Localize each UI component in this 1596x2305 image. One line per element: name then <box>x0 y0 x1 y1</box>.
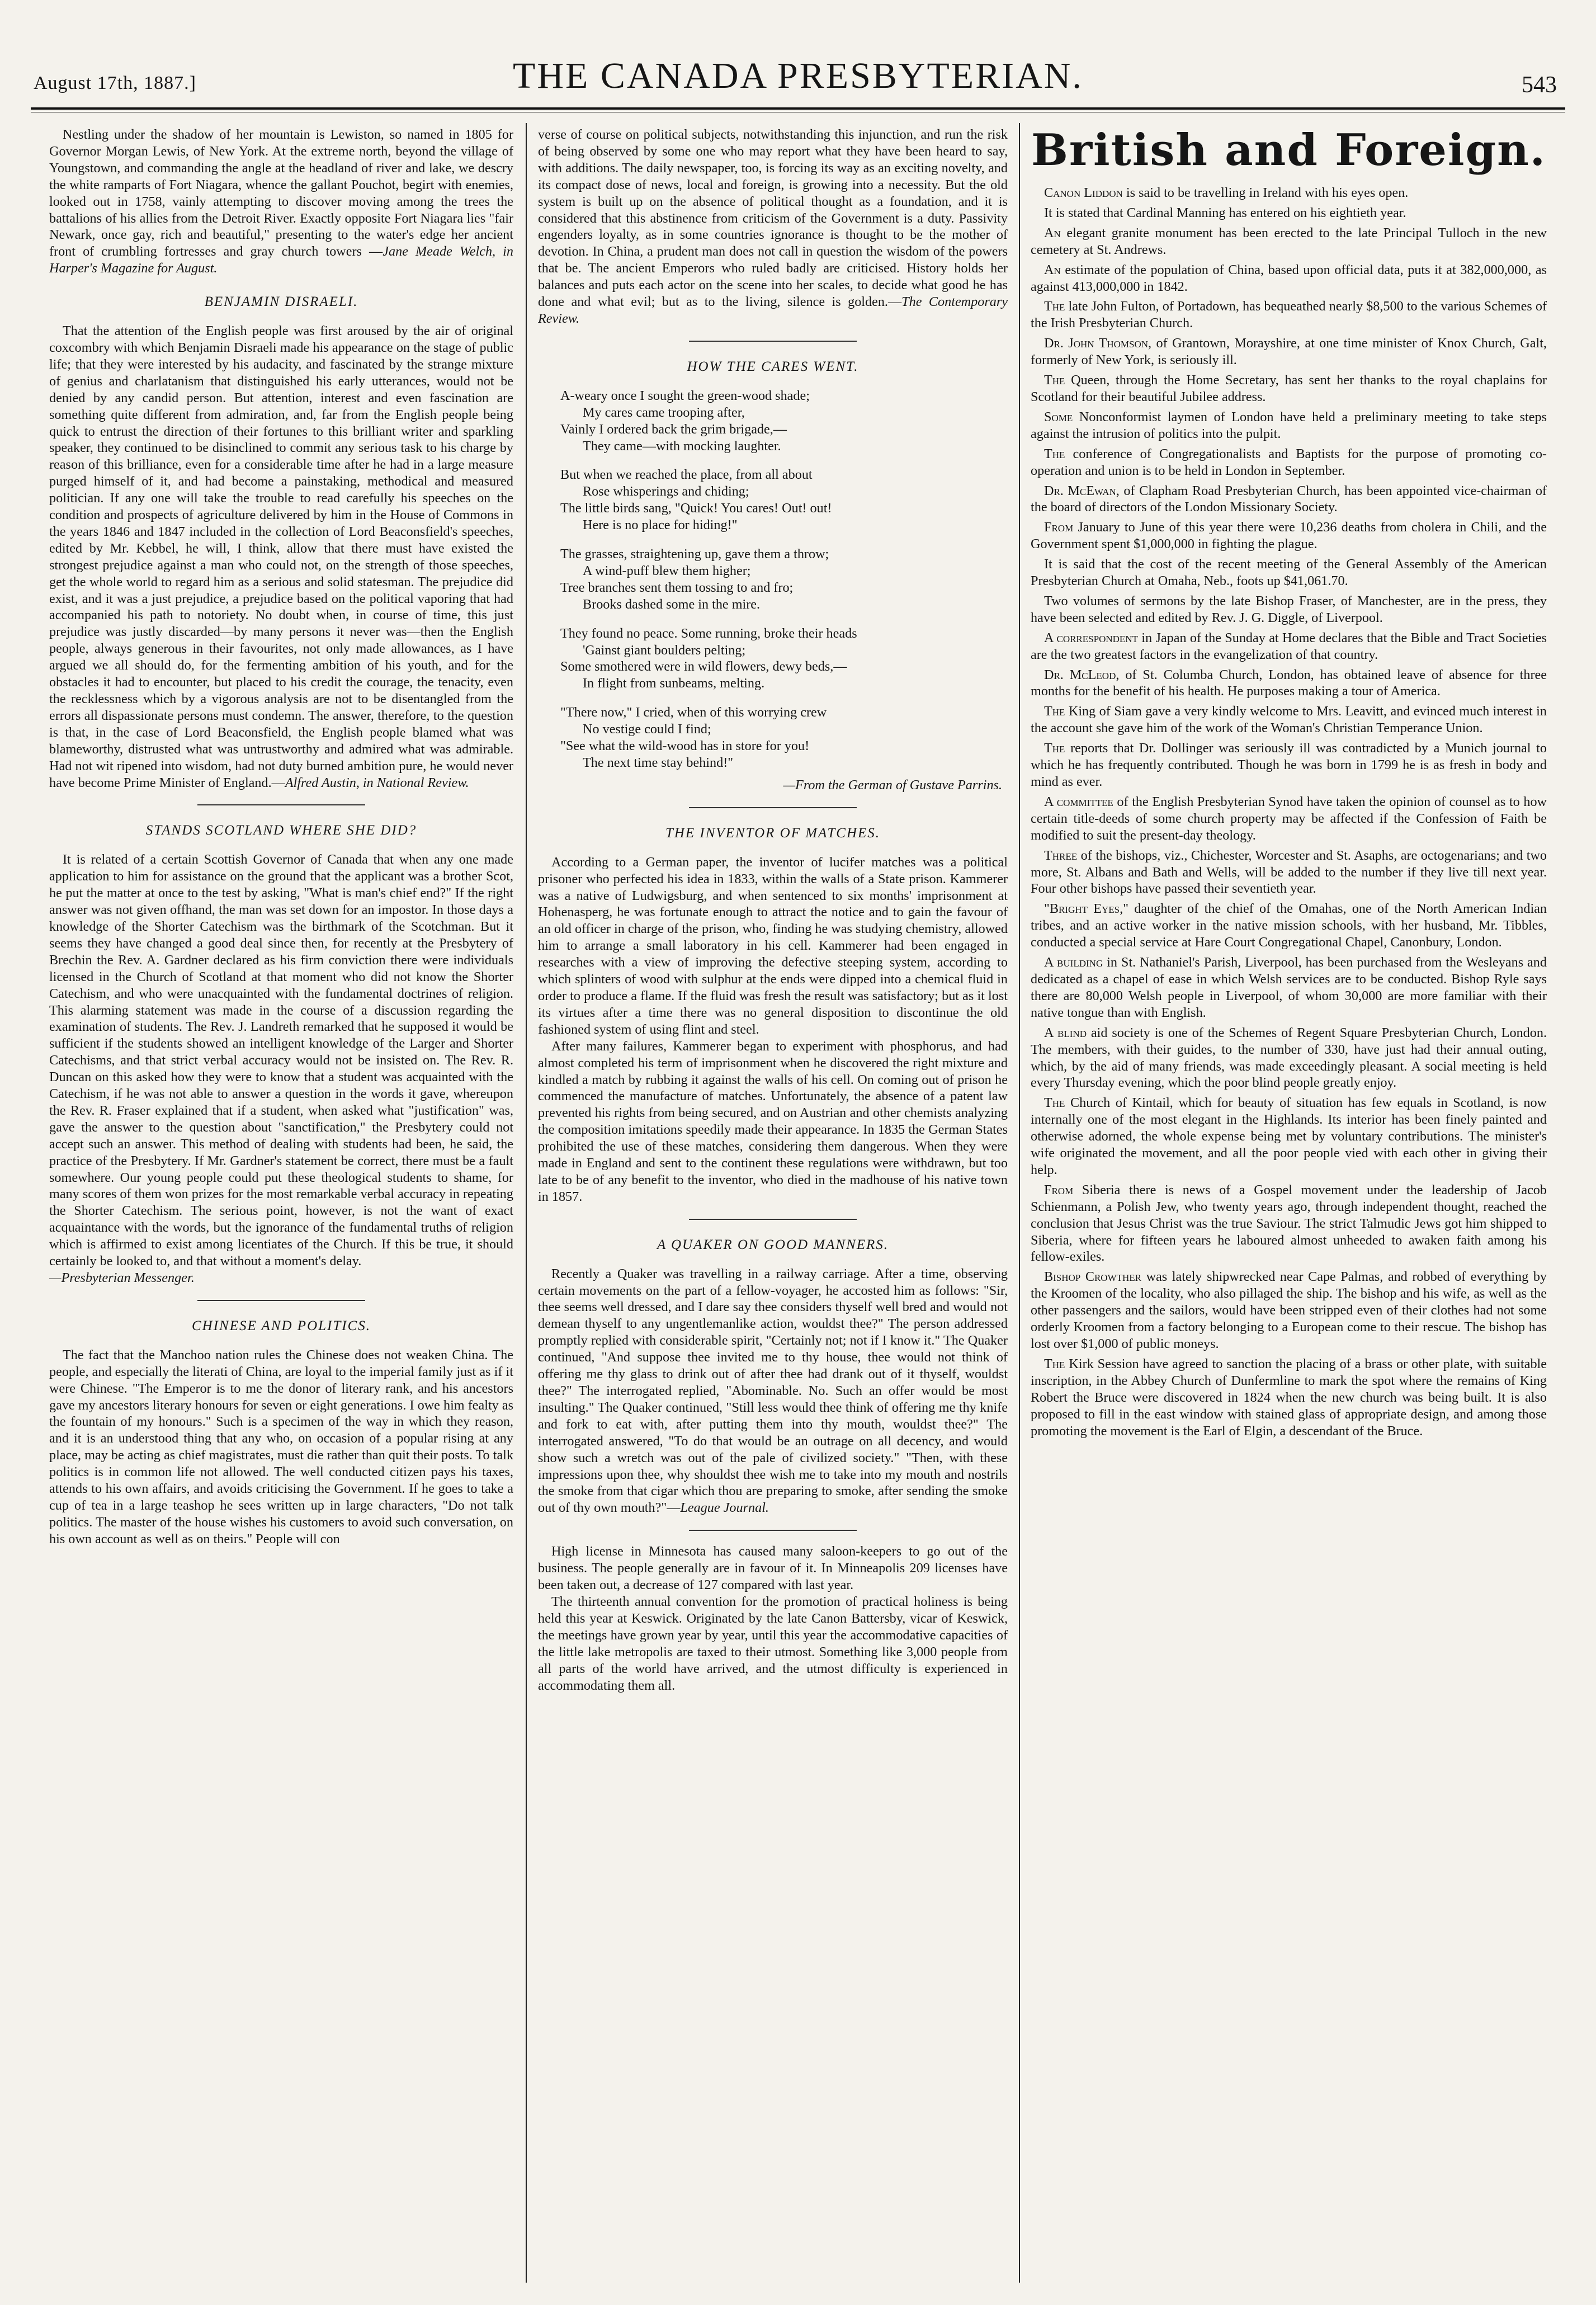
news-item <box>1031 556 1547 590</box>
news-item-text: in Japan of the Sunday at Home declares that the Bible and Tract Societies are the two greatest factors in the evangelization of that country. <box>1031 630 1547 662</box>
article-matches: After many failures, Kammerer began to experiment with phosphorus, and had almost completed his term of imprisonment when he discovered the right mixture and kindled a match by rubbing it against the walls of his cell. On coming out of prison he commenced the manufacture of matches. Unfortunately, the absence of a patent law prevented his rights from being secured, and on Austrian and other chemists analyzing the composition imitations speedily made their appearance. In 1835 the German States prohibited the use of these matches, considering them dangerous. When they were made in England and sent to the continent these regulations were withdrawn, but too late to be of any benefit to the inventor, who died in the madhouse of his native town in 1857. <box>538 1038 1008 1204</box>
poem-line: Rose whisperings and chiding; <box>583 484 749 499</box>
news-item-lead: "Bright Eyes," <box>1044 901 1129 917</box>
news-item-text: elegant granite monument has been erected to the late Principal Tulloch in the new cemetery at St. Andrews. <box>1031 225 1547 257</box>
news-item-lead: The <box>1044 373 1065 388</box>
news-item <box>1031 446 1547 479</box>
poem-line: Some smothered were in wild flowers, dewy beds,— <box>560 659 847 675</box>
column-2 <box>538 126 1008 2283</box>
news-items <box>1031 185 1547 1439</box>
news-item-text: estimate of the population of China, based upon official data, puts it at 382,000,000, as against 413,000,000 in 1842. <box>1031 262 1547 294</box>
news-item-text: Kirk Session have agreed to sanction the placing of a brass or other plate, with suitable inscription, in the Abbey Church of Dunfermline to mark the spot where the remains of King Robert the Bruce were discovered in 1824 when the new church was being built. It is also proposed to fill in the east window with stained glass of appropriate design, and among those promoting the movement is the Earl of Elgin, a descendant of the Bruce. <box>1031 1356 1547 1439</box>
news-item-text: Two volumes of sermons by the late Bishop Fraser, of Manchester, are in the press, they have been selected and edited by Rev. J. G. Diggle, of Liverpool. <box>1031 593 1547 625</box>
news-item-text: of Grantown, Morayshire, at one time minister of Knox Church, Galt, formerly of New York, is seriously ill. <box>1031 336 1547 368</box>
poem-line: 'Gainst giant boulders pelting; <box>583 642 746 658</box>
news-item-text: in St. Nathaniel's Parish, Liverpool, has been purchased from the Wesleyans and dedicated as a chapel of ease in which Welsh services are to be conducted. Bishop Ryle says there are 80,000 Welsh people in Liverpool, of whom 30,000 are more familiar with their native tongue than with English. <box>1031 955 1547 1020</box>
article-body: It is related of a certain Scottish Governor of Canada that when any one made application to him for assistance on the ground that the applicant was a brother Scot, he put the matter at once to the test by asking, "What is man's chief end?" If the right answer was not given offhand, the man was set down for an impostor. In those days a knowledge of the Shorter Catechism was the birthmark of the Scotchman. But it seems they have changed a good deal since then, for recently at the Presbytery of Brechin the Rev. A. Gardner declared as his firm conviction there were individuals licensed in the Church of Scotland at that moment who did not know the Shorter Catechism, and who were unacquainted with the fundamental doctrines of religion. This alarming statement was made in the course of a discussion regarding the examination of students. The Rev. J. Landreth remarked that he supposed it would be sufficient if the students showed an intelligent knowledge of the Larger and Shorter Catechisms, and that strict verbal accuracy would not be insisted on. The Rev. R. Duncan on this asked how they were to know that a student was acquainted with the Catechism, if he was not able to answer a question in the words it gave, whereupon the Rev. R. Fraser explained that if a student, when asked what "justification" was, gave the answer to the question about "sanctification," the Presbytery could not accept such an answer. This method of dealing with students had been, he said, the practice of the Presbytery. If Mr. Gardner's statement be correct, there must be a fault somewhere. Our young people could put these theological students to shame, for many scores of them won prizes for the most remarkable verbal accuracy in repeating the Shorter Catechism. The serious point, however, is not the want of exact acquaintance with the words, but the ignorance of the fundamental truths of religion which is affirmed to exist among licentiates of the Church. If this be true, it should certainly be looked to, and that without a moment's delay. <box>49 852 513 1269</box>
news-item-lead: Bishop Crowther <box>1044 1269 1142 1285</box>
poem-line: Tree branches sent them tossing to and fro; <box>560 579 794 595</box>
page-header <box>0 0 1596 112</box>
news-item <box>1031 298 1547 332</box>
news-item-text: King of Siam gave a very kindly welcome to Mrs. Leavitt, and evinced much interest in the account she gave him of the work of the Woman's Christian Temperance Union. <box>1031 704 1547 736</box>
news-item-text: Queen, through the Home Secretary, has sent her thanks to the royal chaplains for Scotland for their beautiful Jubilee address. <box>1031 373 1547 404</box>
news-item <box>1031 667 1547 700</box>
news-item-lead: Some <box>1044 409 1073 425</box>
news-item <box>1031 954 1547 1021</box>
news-item-lead: The <box>1044 1356 1065 1371</box>
poem-line: They found no peace. Some running, broke their heads <box>560 625 857 641</box>
news-item-text: It is said that the cost of the recent meeting of the General Assembly of the American Presbyterian Church at Omaha, Neb., foots up $41,061.70. <box>1031 557 1547 589</box>
news-item-lead: A committee <box>1044 794 1113 809</box>
article-body: That the attention of the English people was first aroused by the air of original coxcombry with which Benjamin Disraeli made his appearance on the stage of public life; that they were interested by his audacity, and fascinated by the strange mixture of genius and charlatanism that distinguished his early utterances, would not be denied by any candid person. But attention, interest and even fascination are something quite different from admiration, and, far from the English people being quick to entrust the direction of their fortunes to this brilliant writer and sparkling speaker, they continued to be disinclined to commit any serious task to his charge by reason of this brilliance, even for a considerable time after he had in a large measure purged himself of it, and had become a painstaking, methodical and measured politician. If any one will take the trouble to read carefully his speeches on the condition and prospects of agriculture delivered by him in the House of Commons in the years 1846 and 1847 included in the collection of Lord Beaconsfield's speeches, edited by Mr. Kebbel, he will, I think, allow that there must have existed the strongest prejudice against a man who could not, on the strength of those speeches, get the whole world to regard him as a serious and solid statesman. The prejudice did exist, and it was a just prejudice, a prejudice based on the political vaporing that had accompanied his path to notoriety. No doubt when, in course of time, this just prejudice was justly discarded—by many persons it never was—then the English people, always generous in their favourites, not only made allowances, as I have argued we all should do, for the fermenting ambition of his youth, and for the obstacles it had to encounter, but placed to his credit the courage, the tenacity, even the recklessness which by a vigorous analysis are not to be disentangled from the errors all dispassionate persons must condemn. The answer, therefore, to the question is that, in the case of Lord Beaconsfield, the English people blamed what was blameworthy, distrusted what was untrustworthy and admired what was admirable. Had not wit ripened into wisdom, had not duty burned ambition pure, he would never have become Prime Minister of England.— <box>49 323 513 790</box>
article-chinese-continued <box>538 126 1008 327</box>
news-item <box>1031 740 1547 790</box>
poem-line: They came—with mocking laughter. <box>583 438 781 454</box>
article-scotland <box>49 851 513 1270</box>
section-heading: British and Foreign. <box>1031 126 1546 176</box>
poem-line: Brooks dashed some in the mire. <box>583 596 761 612</box>
news-item-lead: From <box>1044 520 1074 535</box>
news-item <box>1031 483 1547 516</box>
news-item-text: was lately shipwrecked near Cape Palmas, and robbed of everything by the Kroomen of the locality, who also pillaged the ship. The bishop and his wife, as well as the other passengers and the sailors, would have been stripped even of their clothes had not some orderly Kroomen from a factory belonging to a European come to their rescue. The bishop has lost over $1,000 of public moneys. <box>1031 1269 1547 1351</box>
poem-source: —From the German of Gustave Parrins. <box>783 777 1002 793</box>
news-item-text: It is stated that Cardinal Manning has entered on his eightieth year. <box>1044 205 1406 220</box>
column-3 <box>1031 126 1547 2283</box>
article-heading: BENJAMIN DISRAELI. <box>204 294 358 310</box>
poem-line: No vestige could I find; <box>583 722 711 737</box>
section-separator <box>689 1530 857 1531</box>
news-item-lead: The <box>1044 299 1065 314</box>
news-item-text: January to June of this year there were 10,236 deaths from cholera in Chili, and the Government spent $1,000,000 in fighting the plague. <box>1031 520 1547 552</box>
column-divider <box>526 123 527 2283</box>
page-number: 543 <box>1522 72 1557 98</box>
news-item-lead: An <box>1044 262 1061 277</box>
news-item <box>1031 1182 1547 1266</box>
news-item-lead: Dr. McLeod, <box>1044 667 1120 682</box>
article-body: verse of course on political subjects, notwithstanding this injunction, and run the risk of being observed by some one who may report what they have been heard to say, with additions. The daily newspaper, too, is forcing its way as an exciting novelty, and its compact dose of news, local and foreign, is growing into a necessity. But the old system is built up on the absence of political thought as a foundation, and it is considered that this abstinence from criticism of the Government is a duty. Passivity engenders loyalty, as in some countries ignorance is thought to be the mother of devotion. In China, a prudent man does not call in question the wisdom of the powers that be. The ancient Emperors who ruled badly are criticised. History holds her balances and puts each actor on the scene into her scales, to decide what good he has done and what evil; but as to the living, silence is golden.— <box>538 127 1008 310</box>
news-item <box>1031 262 1547 295</box>
poem-line: The grasses, straightening up, gave them a throw; <box>560 546 829 562</box>
poem-line: Here is no place for hiding!" <box>583 517 738 533</box>
news-item-text: of St. Columba Church, London, has obtained leave of absence for three months for the benefit of his health. He purposes making a tour of America. <box>1031 667 1547 699</box>
news-item-text: Church of Kintail, which for beauty of situation has few equals in Scotland, is now internally one of the most elegant in the Highlands. Its interior has been finely painted and otherwise adorned, the whole expense being met by voluntary contributions. The minister's wife originated the movement, and all the poor people vied with each other in giving their help. <box>1031 1095 1547 1177</box>
news-item <box>1031 901 1547 951</box>
news-item-text: is said to be travelling in Ireland with his eyes open. <box>1122 185 1409 200</box>
article-source: The Contemporary Review. <box>538 294 1008 326</box>
news-item-text: of Clapham Road Presbyterian Church, has been appointed vice-chairman of the board of directors of the London Missionary Society. <box>1031 483 1547 515</box>
news-item-text: daughter of the chief of the Omahas, one of the North American Indian tribes, and an active worker in the native mission schools, with her husband, Mr. Tibbles, conducted a special service at Hare Court Congregational Chapel, Canonbury, London. <box>1031 901 1547 950</box>
news-item-text: Siberia there is news of a Gospel movement under the leadership of Jacob Schienmann, a Polish Jew, who twenty years ago, through independent thought, reached the conclusion that Jesus Christ was the true Saviour. The strict Talmudic Jews got him shipped to Siberia, where for fifteen years he laboured almost unheeded to awaken faith among his fellow-exiles. <box>1031 1182 1547 1265</box>
news-item-lead: From <box>1044 1182 1074 1198</box>
poem-line: The little birds sang, "Quick! You cares! Out! out! <box>560 501 832 516</box>
news-item-text: late John Fulton, of Portadown, has bequeathed nearly $8,500 to the various Schemes of the Irish Presbyterian Church. <box>1031 299 1547 331</box>
section-separator <box>197 1300 365 1301</box>
article-matches: According to a German paper, the inventor of lucifer matches was a political prisoner who perfected his idea in 1833, within the walls of a State prison. Kammerer was a native of Ludwigsburg, and when sentenced to six months' imprisonment at Hohenasperg, he was fortunate enough to attract the notice and to gain the favour of an old officer in charge of the prison, who, finding he was studying chemistry, allowed him to arrange a small laboratory in his cell. Kammerer had been engaged in researches with a view of improving the defective steeping system, according to which splinters of wood with sulphur at the ends were dipped into a chemical fluid in order to produce a flame. If the fluid was fresh the result was satisfactory; but as it lost its virtues after a time there was no general disposition to discontinue the old fashioned system of using flint and steel. <box>538 854 1008 1037</box>
news-item-lead: Three <box>1044 847 1078 863</box>
poem-heading: HOW THE CARES WENT. <box>687 359 859 374</box>
news-item <box>1031 185 1547 201</box>
poem-line: "There now," I cried, when of this worrying crew <box>560 705 827 720</box>
news-item <box>1031 1356 1547 1440</box>
news-item-text: aid society is one of the Schemes of Regent Square Presbyterian Church, London. The members, with their guides, to the number of 330, have just had their annual outing, which, by the aid of many friends, was made exceedingly pleasant. A social meeting is held every Thursday evening, which the poor blind people greatly enjoy. <box>1031 1025 1547 1091</box>
article-body: Nestling under the shadow of her mountain is Lewiston, so named in 1805 for Governor Morgan Lewis, of New York. At the extreme north, beyond the village of Youngstown, and commanding the angle at the headland of river and lake, we descry the white ramparts of Fort Niagara, whence the gallant Pouchot, begirt with enemies, looked out in 1758, vainly attempting to discover moving among the trees the battalions of his allies from the Detroit River. Exactly opposite Fort Niagara lies "fair Newark, once gay, rich and beautiful," presenting to the water's edge her ancient front of crumbling fortresses and gray church towers — <box>49 127 513 260</box>
article-source: Alfred Austin, in National Review. <box>285 775 469 790</box>
article-source: League Journal. <box>680 1500 769 1516</box>
poem-line: Vainly I ordered back the grim brigade,— <box>560 421 787 437</box>
news-item-lead: Dr. John Thomson, <box>1044 336 1152 351</box>
news-item-lead: A correspondent <box>1044 630 1138 645</box>
masthead-title: THE CANADA PRESBYTERIAN. <box>513 55 1083 96</box>
news-item <box>1031 1095 1547 1179</box>
poem-line: A-weary once I sought the green-wood shade; <box>560 388 810 403</box>
news-item-text: conference of Congregationalists and Baptists for the purpose of promoting co-operation and union is to be held in London in September. <box>1031 446 1547 478</box>
news-item-lead: Canon Liddon <box>1044 185 1123 200</box>
poem-line: "See what the wild-wood has in store for you! <box>560 738 810 754</box>
header-rule <box>31 107 1565 110</box>
news-item <box>1031 409 1547 442</box>
news-item-lead: The <box>1044 704 1065 719</box>
poem-line: A wind-puff blew them higher; <box>583 563 751 578</box>
article-chinese: The fact that the Manchoo nation rules the Chinese does not weaken China. The people, and especially the literati of China, are loyal to the imperial family just as if it were Chinese. "The Emperor is to me the donor of literary rank, and his ancestors gave my ancestors literary honours for seven or eight generations. I owe him fealty as the fountain of my honours." Such is a specimen of the way in which they reason, and it is an understood thing that any who, on occasion of a popular rising at any place, may be acting as chief magistrates, must die rather than quit their posts. To talk politics is in common life not allowed. The well conducted citizen pays his taxes, attends to his own affairs, and avoids criticising the Government. If he goes to take a cup of tea in a large teashop he sees written up in large characters, "Do not talk politics. The master of the house wishes his customers to avoid such conversation, on his own account as well as on theirs." People will con <box>49 1347 513 1547</box>
article-keswick: The thirteenth annual convention for the promotion of practical holiness is being held this year at Keswick. Originated by the late Canon Battersby, vicar of Keswick, the meetings have grown year by year, until this year the accommodative capacities of the little lake metropolis are taxed to their utmost. Something like 3,000 people from all parts of the world have arrived, and the utmost difficulty is experienced in accommodating them all. <box>538 1594 1008 1693</box>
news-item-lead: Dr. McEwan, <box>1044 483 1120 498</box>
news-item <box>1031 630 1547 663</box>
column-divider <box>1019 123 1020 2283</box>
poem-line: In flight from sunbeams, melting. <box>583 676 765 691</box>
article-lewiston <box>49 126 513 277</box>
news-item <box>1031 847 1547 898</box>
news-item-lead: A building <box>1044 955 1103 970</box>
news-item <box>1031 519 1547 553</box>
article-source: Jane Meade Welch, in Harper's Magazine for August. <box>49 244 513 276</box>
article-high-license: High license in Minnesota has caused many saloon-keepers to go out of the business. The people generally are in favour of it. In Minneapolis 209 licenses have been taken out, a decrease of 127 compared with last year. <box>538 1544 1008 1593</box>
news-item <box>1031 1025 1547 1092</box>
news-item <box>1031 593 1547 626</box>
news-item-text: of the bishops, viz., Chichester, Worcester and St. Asaphs, are octogenarians; and two more, St. Albans and Bath and Wells, will be added to the number if they live till next year. Four other bishops have passed their seventieth year. <box>1031 847 1547 897</box>
news-item-text: of the English Presbyterian Synod have taken the opinion of counsel as to how certain title-deeds of some church property may be affected if the Confession of Faith be modified to suit the present-day theology. <box>1031 794 1547 843</box>
news-item-text: reports that Dr. Dollinger was seriously ill was contradicted by a Munich journal to which he has frequently contributed. Though he was born in 1799 he is as fresh in body and mind as ever. <box>1031 741 1547 789</box>
news-item <box>1031 372 1547 406</box>
article-heading: THE INVENTOR OF MATCHES. <box>665 825 881 841</box>
article-disraeli <box>49 323 513 791</box>
news-item-lead: The <box>1044 1095 1065 1111</box>
news-item <box>1031 335 1547 369</box>
column-1 <box>49 126 513 2283</box>
section-separator <box>689 1219 857 1220</box>
news-item <box>1031 1269 1547 1352</box>
news-item-lead: The <box>1044 741 1065 756</box>
news-item <box>1031 225 1547 258</box>
news-item-text: Nonconformist laymen of London have held a preliminary meeting to take steps against the intrusion of politics into the pulpit. <box>1031 409 1547 441</box>
section-separator <box>689 807 857 808</box>
article-quaker <box>538 1266 1008 1517</box>
poem-line: But when we reached the place, from all about <box>560 467 813 483</box>
section-separator <box>689 341 857 342</box>
article-heading: A QUAKER ON GOOD MANNERS. <box>657 1237 889 1252</box>
article-body: Recently a Quaker was travelling in a railway carriage. After a time, observing certain movements on the part of a fellow-voyager, he accosted him as follows: "Sir, thee seems well dressed, and I dare say thee considers thyself well bred and would not demean thyself to any ungentlemanlike action, wouldst thee?" The person addressed promptly replied with considerable spirit, "Certainly not; not if I know it." The Quaker continued, "And suppose thee invited me to thy house, thee would not think of offering me thy glass to drink out of after thee had drank out of it thyself, wouldst thee?" The interrogated replied, "Abominable. No. Such an offer would be most insulting." The Quaker continued, "Still less would thee think of offering me thy knife and fork to eat with, after putting them into thy mouth, wouldst thee?" The interrogated answered, "To do that would be an outrage on all decency, and would show such a wretch was out of the pale of civilized society." "Then, with these impressions upon thee, why shouldst thee wish me to take into my mouth and nostrils the smoke from that cigar which thou are preparing to smoke, after sending the smoke out of thy own mouth?"— <box>538 1266 1008 1516</box>
poem <box>560 388 1008 771</box>
poem-line: The next time stay behind!" <box>583 755 734 770</box>
issue-date: August 17th, 1887.] <box>34 73 196 93</box>
news-item <box>1031 205 1547 221</box>
article-heading: CHINESE AND POLITICS. <box>191 1318 371 1333</box>
article-heading: STANDS SCOTLAND WHERE SHE DID? <box>145 823 417 838</box>
article-source: —Presbyterian Messenger. <box>49 1270 195 1285</box>
poem-line: My cares came trooping after, <box>583 404 745 420</box>
news-item-lead: An <box>1044 225 1061 241</box>
news-item-lead: A blind <box>1044 1025 1087 1040</box>
news-item-lead: The <box>1044 446 1065 461</box>
news-item <box>1031 703 1547 737</box>
news-item <box>1031 794 1547 844</box>
section-separator <box>197 804 365 805</box>
